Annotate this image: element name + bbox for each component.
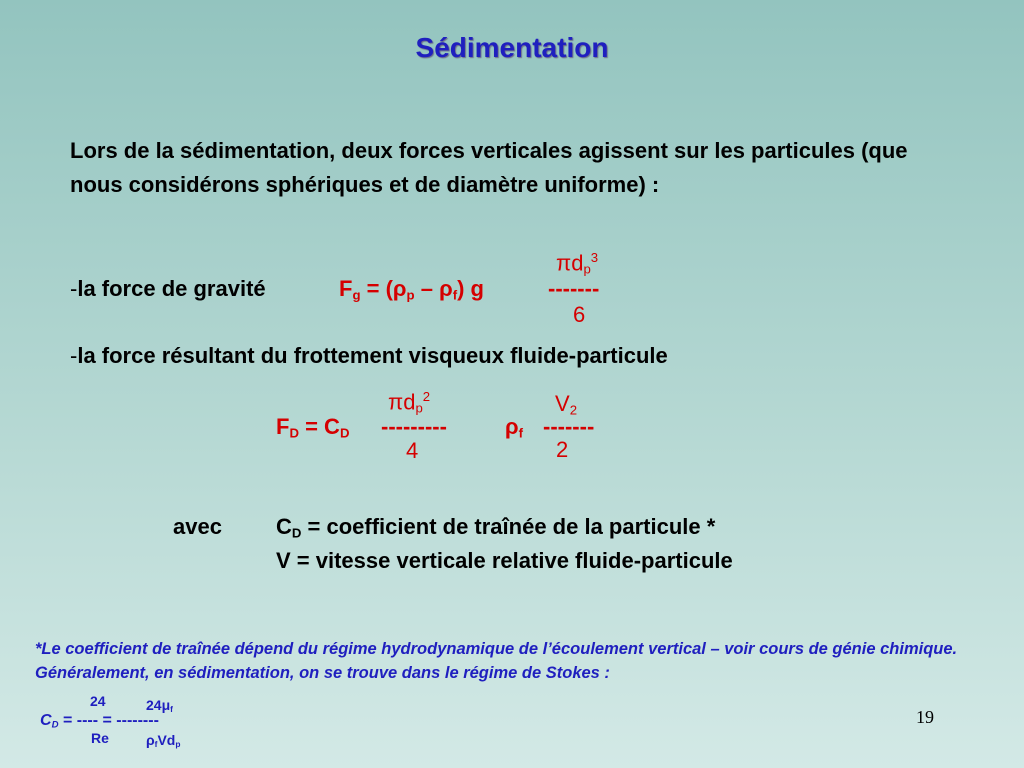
drag-force-line	[70, 339, 668, 373]
force-symbol: F	[339, 276, 353, 301]
formula-part: –	[414, 276, 440, 301]
slide-title: Sédimentation	[415, 32, 609, 63]
rho-symbol: ρ	[146, 732, 155, 748]
gravity-label: la force de gravité	[77, 276, 266, 301]
drag-fraction1-denominator: 4	[406, 438, 419, 463]
formula-part: = (	[360, 276, 393, 301]
formula-part: ) g	[457, 276, 484, 301]
formula-subscript: p	[415, 400, 423, 416]
formula-subscript: p	[175, 739, 181, 750]
page-number: 19	[916, 707, 934, 727]
coefficient-symbol: C	[276, 514, 292, 539]
formula-part: d	[571, 250, 584, 276]
formula-superscript: 2	[422, 389, 431, 404]
coefficient-subscript: D	[291, 525, 302, 541]
stokes-den1: Re	[91, 730, 109, 746]
v-definition: V = vitesse verticale relative fluide-particule	[276, 548, 733, 573]
force-subscript: g	[352, 287, 361, 303]
formula-part: d	[403, 389, 416, 415]
coefficient-subscript: D	[339, 425, 350, 441]
formula-part: = C	[298, 414, 340, 439]
rho-symbol: ρ	[392, 276, 407, 301]
gravity-fraction-denominator: 6	[573, 302, 586, 327]
coefficient-symbol: C	[40, 712, 52, 729]
drag-rho	[505, 410, 523, 450]
stokes-den2	[146, 732, 180, 749]
rho-symbol: ρ	[505, 414, 519, 439]
velocity-symbol: V	[555, 391, 570, 416]
force-symbol: F	[276, 414, 290, 439]
formula-part: = ----	[58, 712, 99, 729]
intro-paragraph: Lors de la sédimentation, deux forces verticales agissent sur les particules (que nous considérons sphériques et de diamètre uniforme) :	[70, 138, 908, 197]
formula-part: = --------	[98, 712, 159, 729]
drag-fraction1-bar: ---------	[381, 414, 447, 439]
formula-part: Vd	[157, 732, 176, 748]
avec-word: avec	[173, 514, 222, 539]
rho-symbol: ρ	[439, 276, 453, 301]
drag-fraction2-denominator: 2	[556, 437, 569, 462]
gravity-fraction-bar: -------	[548, 276, 600, 301]
definition-text: = coefficient de traînée de la particule *	[301, 514, 716, 539]
drag-fraction2-bar: -------	[543, 414, 595, 439]
pi-symbol: π	[556, 250, 572, 276]
stokes-num1: 24	[90, 693, 106, 709]
rho-subscript: f	[154, 739, 158, 750]
gravity-formula	[339, 272, 484, 312]
drag-label: la force résultant du frottement visqueux fluide-particule	[77, 343, 668, 368]
bullet-dash: -	[70, 343, 78, 368]
rho-subscript: p	[406, 287, 415, 303]
rho-subscript: f	[452, 287, 458, 303]
gravity-force-line	[70, 272, 266, 306]
formula-subscript: f	[170, 704, 173, 715]
formula-superscript: 3	[590, 250, 599, 265]
force-subscript: D	[289, 425, 299, 441]
formula-subscript: p	[583, 261, 591, 277]
bullet-dash: -	[70, 276, 78, 301]
coefficient-subscript: D	[51, 719, 59, 731]
formula-subscript: 2	[569, 402, 578, 418]
rho-subscript: f	[518, 425, 524, 441]
formula-part: 24μ	[146, 697, 171, 713]
pi-symbol: π	[388, 389, 404, 415]
stokes-footnote: *Le coefficient de traînée dépend du régime hydrodynamique de l’écoulement vertical – voir cours de génie chimique. Généralement, en sédimentation, on se trouve dans le régime de Stokes :	[35, 640, 958, 682]
stokes-cd-line	[40, 712, 159, 730]
drag-formula	[276, 410, 349, 450]
